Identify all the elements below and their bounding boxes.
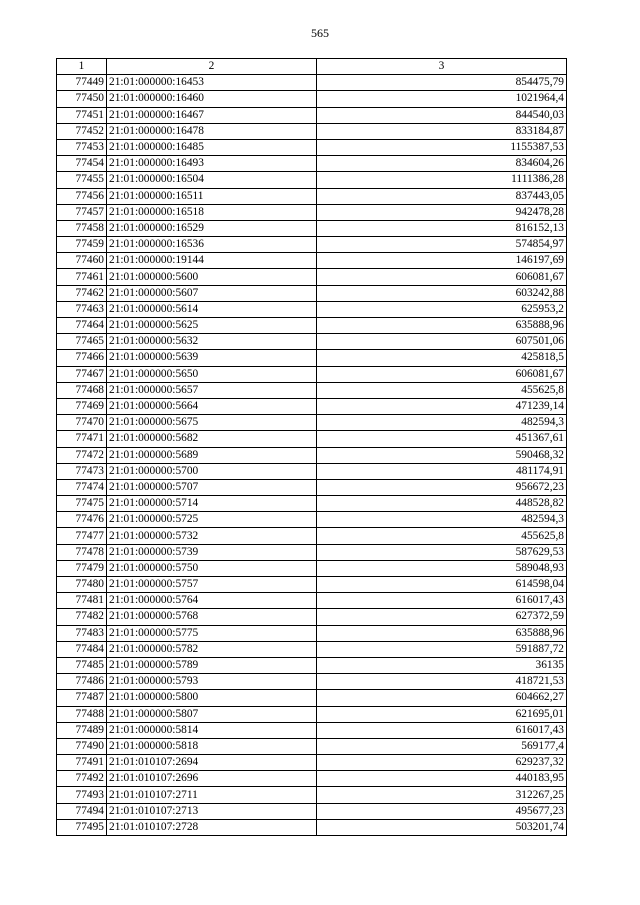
column-header-2: 2 bbox=[107, 59, 317, 75]
cadastral-value: 606081,67 bbox=[317, 366, 567, 382]
cadastral-number: 21:01:010107:2694 bbox=[107, 755, 317, 771]
row-number: 77469 bbox=[57, 398, 107, 414]
table-row bbox=[57, 560, 567, 576]
row-number: 77452 bbox=[57, 123, 107, 139]
table-row bbox=[57, 156, 567, 172]
column-header-3: 3 bbox=[317, 59, 567, 75]
table-row bbox=[57, 91, 567, 107]
cadastral-value: 312267,25 bbox=[317, 787, 567, 803]
table-row bbox=[57, 318, 567, 334]
row-number: 77457 bbox=[57, 204, 107, 220]
table-row bbox=[57, 641, 567, 657]
table-row bbox=[57, 528, 567, 544]
cadastral-value: 569177,4 bbox=[317, 738, 567, 754]
cadastral-value: 471239,14 bbox=[317, 398, 567, 414]
cadastral-value: 834604,26 bbox=[317, 156, 567, 172]
row-number: 77450 bbox=[57, 91, 107, 107]
cadastral-value: 956672,23 bbox=[317, 479, 567, 495]
cadastral-number: 21:01:000000:5664 bbox=[107, 398, 317, 414]
row-number: 77453 bbox=[57, 139, 107, 155]
cadastral-number: 21:01:000000:5707 bbox=[107, 479, 317, 495]
cadastral-number: 21:01:000000:5689 bbox=[107, 447, 317, 463]
cadastral-value: 607501,06 bbox=[317, 334, 567, 350]
cadastral-value: 418721,53 bbox=[317, 674, 567, 690]
row-number: 77464 bbox=[57, 318, 107, 334]
cadastral-number: 21:01:000000:5639 bbox=[107, 350, 317, 366]
table-row bbox=[57, 350, 567, 366]
table-row bbox=[57, 172, 567, 188]
table-row bbox=[57, 75, 567, 91]
cadastral-number: 21:01:000000:5632 bbox=[107, 334, 317, 350]
table-row bbox=[57, 107, 567, 123]
cadastral-value: 844540,03 bbox=[317, 107, 567, 123]
cadastral-number: 21:01:000000:5700 bbox=[107, 463, 317, 479]
cadastral-value: 455625,8 bbox=[317, 528, 567, 544]
cadastral-number: 21:01:010107:2711 bbox=[107, 787, 317, 803]
cadastral-value: 603242,88 bbox=[317, 285, 567, 301]
cadastral-value: 1155387,53 bbox=[317, 139, 567, 155]
cadastral-value: 587629,53 bbox=[317, 544, 567, 560]
row-number: 77455 bbox=[57, 172, 107, 188]
cadastral-value: 589048,93 bbox=[317, 560, 567, 576]
cadastral-number: 21:01:000000:16460 bbox=[107, 91, 317, 107]
cadastral-number: 21:01:000000:5650 bbox=[107, 366, 317, 382]
cadastral-number: 21:01:000000:16518 bbox=[107, 204, 317, 220]
row-number: 77484 bbox=[57, 641, 107, 657]
cadastral-number: 21:01:010107:2696 bbox=[107, 771, 317, 787]
cadastral-number: 21:01:000000:16485 bbox=[107, 139, 317, 155]
row-number: 77489 bbox=[57, 722, 107, 738]
row-number: 77481 bbox=[57, 593, 107, 609]
row-number: 77465 bbox=[57, 334, 107, 350]
table-row bbox=[57, 334, 567, 350]
cadastral-number: 21:01:000000:5793 bbox=[107, 674, 317, 690]
cadastral-value: 503201,74 bbox=[317, 819, 567, 835]
cadastral-number: 21:01:010107:2713 bbox=[107, 803, 317, 819]
cadastral-value: 606081,67 bbox=[317, 269, 567, 285]
cadastral-number: 21:01:000000:16478 bbox=[107, 123, 317, 139]
cadastral-number: 21:01:000000:5732 bbox=[107, 528, 317, 544]
cadastral-number: 21:01:000000:5682 bbox=[107, 431, 317, 447]
registry-table bbox=[56, 58, 567, 836]
table-row bbox=[57, 819, 567, 835]
table-row bbox=[57, 803, 567, 819]
cadastral-number: 21:01:000000:5768 bbox=[107, 609, 317, 625]
table-row bbox=[57, 139, 567, 155]
table-row bbox=[57, 609, 567, 625]
cadastral-number: 21:01:000000:5607 bbox=[107, 285, 317, 301]
cadastral-number: 21:01:000000:5814 bbox=[107, 722, 317, 738]
cadastral-number: 21:01:000000:5782 bbox=[107, 641, 317, 657]
row-number: 77458 bbox=[57, 220, 107, 236]
cadastral-value: 451367,61 bbox=[317, 431, 567, 447]
table-row bbox=[57, 706, 567, 722]
cadastral-number: 21:01:000000:5600 bbox=[107, 269, 317, 285]
table-row bbox=[57, 722, 567, 738]
table-row bbox=[57, 301, 567, 317]
cadastral-value: 440183,95 bbox=[317, 771, 567, 787]
table-row bbox=[57, 755, 567, 771]
table-row bbox=[57, 188, 567, 204]
row-number: 77493 bbox=[57, 787, 107, 803]
table-row bbox=[57, 415, 567, 431]
cadastral-value: 604662,27 bbox=[317, 690, 567, 706]
row-number: 77492 bbox=[57, 771, 107, 787]
table-row bbox=[57, 544, 567, 560]
table-row bbox=[57, 463, 567, 479]
cadastral-number: 21:01:000000:5657 bbox=[107, 382, 317, 398]
cadastral-number: 21:01:000000:5714 bbox=[107, 496, 317, 512]
cadastral-value: 837443,05 bbox=[317, 188, 567, 204]
table-row bbox=[57, 220, 567, 236]
cadastral-number: 21:01:000000:5625 bbox=[107, 318, 317, 334]
row-number: 77475 bbox=[57, 496, 107, 512]
table-row bbox=[57, 382, 567, 398]
table-row bbox=[57, 577, 567, 593]
row-number: 77476 bbox=[57, 512, 107, 528]
row-number: 77485 bbox=[57, 657, 107, 673]
row-number: 77460 bbox=[57, 253, 107, 269]
table-row bbox=[57, 674, 567, 690]
cadastral-value: 482594,3 bbox=[317, 512, 567, 528]
cadastral-value: 1021964,4 bbox=[317, 91, 567, 107]
row-number: 77488 bbox=[57, 706, 107, 722]
cadastral-value: 625953,2 bbox=[317, 301, 567, 317]
row-number: 77461 bbox=[57, 269, 107, 285]
cadastral-number: 21:01:000000:16504 bbox=[107, 172, 317, 188]
row-number: 77449 bbox=[57, 75, 107, 91]
table-row bbox=[57, 593, 567, 609]
cadastral-number: 21:01:000000:5757 bbox=[107, 577, 317, 593]
cadastral-number: 21:01:000000:5775 bbox=[107, 625, 317, 641]
table-row bbox=[57, 447, 567, 463]
header-row bbox=[57, 59, 567, 75]
cadastral-number: 21:01:000000:19144 bbox=[107, 253, 317, 269]
cadastral-value: 635888,96 bbox=[317, 318, 567, 334]
cadastral-value: 854475,79 bbox=[317, 75, 567, 91]
table-row bbox=[57, 123, 567, 139]
row-number: 77454 bbox=[57, 156, 107, 172]
cadastral-value: 448528,82 bbox=[317, 496, 567, 512]
cadastral-value: 616017,43 bbox=[317, 722, 567, 738]
row-number: 77470 bbox=[57, 415, 107, 431]
cadastral-value: 455625,8 bbox=[317, 382, 567, 398]
cadastral-value: 146197,69 bbox=[317, 253, 567, 269]
cadastral-number: 21:01:000000:5800 bbox=[107, 690, 317, 706]
table-row bbox=[57, 237, 567, 253]
table-row bbox=[57, 253, 567, 269]
table-row bbox=[57, 479, 567, 495]
table-row bbox=[57, 269, 567, 285]
cadastral-value: 591887,72 bbox=[317, 641, 567, 657]
table-body bbox=[57, 75, 567, 836]
row-number: 77468 bbox=[57, 382, 107, 398]
cadastral-number: 21:01:000000:5675 bbox=[107, 415, 317, 431]
row-number: 77477 bbox=[57, 528, 107, 544]
cadastral-number: 21:01:000000:5818 bbox=[107, 738, 317, 754]
column-header-1: 1 bbox=[57, 59, 107, 75]
cadastral-value: 616017,43 bbox=[317, 593, 567, 609]
table-row bbox=[57, 787, 567, 803]
cadastral-value: 574854,97 bbox=[317, 237, 567, 253]
cadastral-value: 482594,3 bbox=[317, 415, 567, 431]
table-row bbox=[57, 398, 567, 414]
row-number: 77487 bbox=[57, 690, 107, 706]
cadastral-number: 21:01:000000:5614 bbox=[107, 301, 317, 317]
cadastral-value: 816152,13 bbox=[317, 220, 567, 236]
row-number: 77471 bbox=[57, 431, 107, 447]
table-row bbox=[57, 657, 567, 673]
table-row bbox=[57, 512, 567, 528]
row-number: 77491 bbox=[57, 755, 107, 771]
table-row bbox=[57, 738, 567, 754]
row-number: 77456 bbox=[57, 188, 107, 204]
cadastral-value: 1111386,28 bbox=[317, 172, 567, 188]
row-number: 77463 bbox=[57, 301, 107, 317]
row-number: 77480 bbox=[57, 577, 107, 593]
cadastral-number: 21:01:000000:16511 bbox=[107, 188, 317, 204]
cadastral-value: 942478,28 bbox=[317, 204, 567, 220]
table-row bbox=[57, 690, 567, 706]
row-number: 77490 bbox=[57, 738, 107, 754]
cadastral-value: 621695,01 bbox=[317, 706, 567, 722]
table-row bbox=[57, 771, 567, 787]
cadastral-number: 21:01:000000:16529 bbox=[107, 220, 317, 236]
cadastral-value: 36135 bbox=[317, 657, 567, 673]
cadastral-value: 635888,96 bbox=[317, 625, 567, 641]
table-row bbox=[57, 366, 567, 382]
cadastral-value: 590468,32 bbox=[317, 447, 567, 463]
table-row bbox=[57, 625, 567, 641]
cadastral-number: 21:01:000000:5725 bbox=[107, 512, 317, 528]
cadastral-value: 614598,04 bbox=[317, 577, 567, 593]
cadastral-number: 21:01:000000:5807 bbox=[107, 706, 317, 722]
cadastral-number: 21:01:000000:5789 bbox=[107, 657, 317, 673]
cadastral-number: 21:01:000000:16536 bbox=[107, 237, 317, 253]
cadastral-number: 21:01:010107:2728 bbox=[107, 819, 317, 835]
page-number: 565 bbox=[311, 26, 329, 40]
cadastral-value: 481174,91 bbox=[317, 463, 567, 479]
row-number: 77494 bbox=[57, 803, 107, 819]
table-row bbox=[57, 431, 567, 447]
cadastral-number: 21:01:000000:5739 bbox=[107, 544, 317, 560]
cadastral-number: 21:01:000000:5764 bbox=[107, 593, 317, 609]
row-number: 77474 bbox=[57, 479, 107, 495]
row-number: 77483 bbox=[57, 625, 107, 641]
cadastral-number: 21:01:000000:16467 bbox=[107, 107, 317, 123]
row-number: 77479 bbox=[57, 560, 107, 576]
row-number: 77462 bbox=[57, 285, 107, 301]
cadastral-number: 21:01:000000:16493 bbox=[107, 156, 317, 172]
cadastral-value: 495677,23 bbox=[317, 803, 567, 819]
row-number: 77451 bbox=[57, 107, 107, 123]
row-number: 77472 bbox=[57, 447, 107, 463]
cadastral-number: 21:01:000000:16453 bbox=[107, 75, 317, 91]
cadastral-value: 425818,5 bbox=[317, 350, 567, 366]
row-number: 77478 bbox=[57, 544, 107, 560]
row-number: 77486 bbox=[57, 674, 107, 690]
row-number: 77482 bbox=[57, 609, 107, 625]
row-number: 77459 bbox=[57, 237, 107, 253]
table-row bbox=[57, 285, 567, 301]
cadastral-number: 21:01:000000:5750 bbox=[107, 560, 317, 576]
table-row bbox=[57, 204, 567, 220]
table-row bbox=[57, 496, 567, 512]
cadastral-value: 629237,32 bbox=[317, 755, 567, 771]
cadastral-value: 627372,59 bbox=[317, 609, 567, 625]
row-number: 77467 bbox=[57, 366, 107, 382]
row-number: 77473 bbox=[57, 463, 107, 479]
cadastral-value: 833184,87 bbox=[317, 123, 567, 139]
row-number: 77466 bbox=[57, 350, 107, 366]
row-number: 77495 bbox=[57, 819, 107, 835]
